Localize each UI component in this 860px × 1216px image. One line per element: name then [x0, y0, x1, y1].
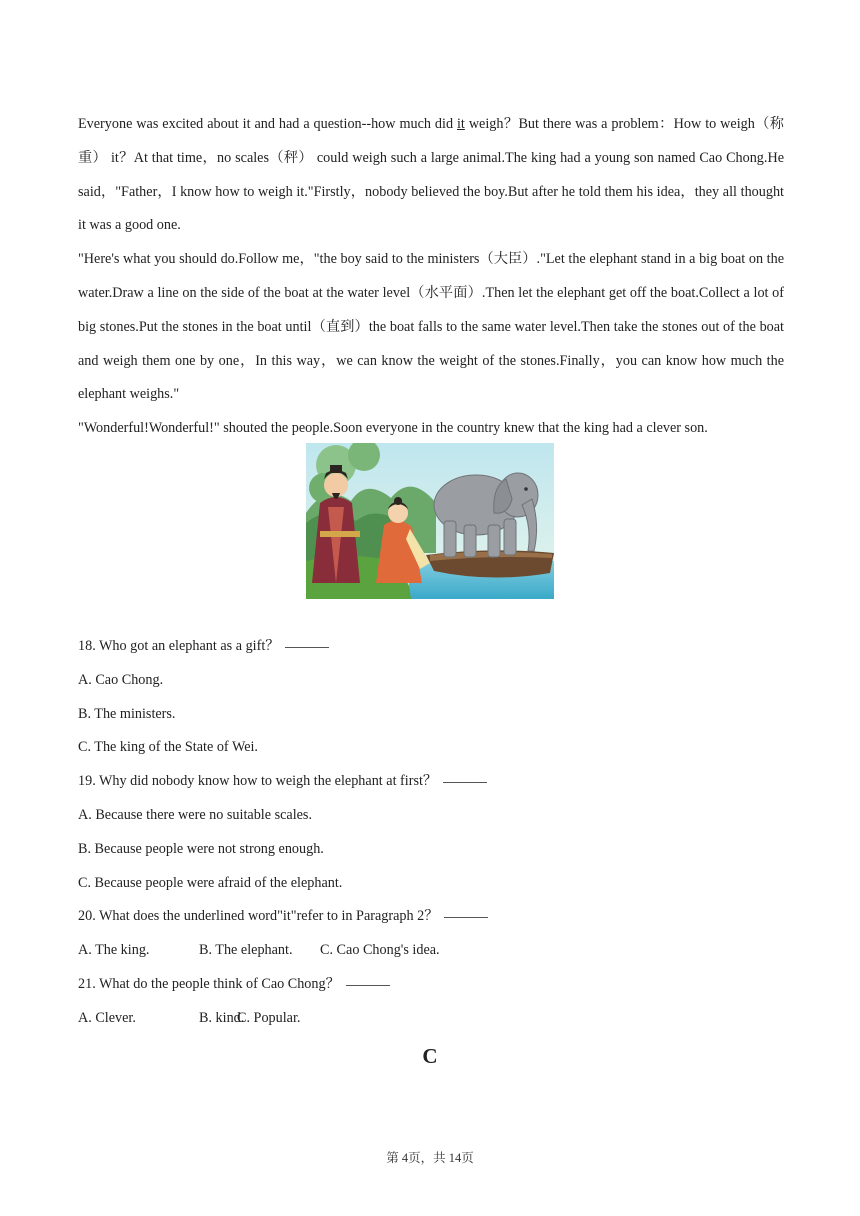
question-21 [78, 968, 784, 1002]
option-21-c: C. Popular. [237, 1009, 301, 1026]
option-18-c: C. The king of the State of Wei. [78, 739, 258, 756]
question-20 [78, 900, 784, 934]
paragraph-1-text-end: weigh？But there was a problem：How to weigh（称重） it？At that time，no scales（秤） could weigh such a large animal.The king had a young son named Cao Chong.He said，"Father，I know how to weigh it."Firstly，nobody believed the boy.But after he told them his idea，they all thought it was a good one. [78, 116, 784, 234]
option-19-b: B. Because people were not strong enough. [78, 840, 324, 857]
paragraph-1 [78, 108, 784, 243]
option-18-b: B. The ministers. [78, 705, 176, 722]
option-19-c: C. Because people were afraid of the elephant. [78, 874, 343, 891]
paragraph-1-text-start: Everyone was excited about it and had a question--how much did [78, 116, 457, 132]
answer-blank[interactable] [444, 916, 488, 918]
answer-blank[interactable] [346, 984, 390, 986]
story-illustration [306, 443, 554, 599]
question-18-stem: 18. Who got an elephant as a gift？ [78, 638, 280, 654]
question-19 [78, 765, 784, 799]
paragraph-2: "Here's what you should do.Follow me，"the boy said to the ministers（大臣）."Let the elephant stand in a big boat on the water.Draw a line on the side of the boat at the water level（水平面）.Then let the elephant get off the boat.Collect a lot of big stones.Put the stones in the boat until（直到）the boat falls to the same water level.Then take the stones out of the boat and weigh them one by one，In this way，we can know the weight of the stones.Finally，you can know how much the elephant weighs." [78, 251, 784, 403]
option-20-a: A. The king. [78, 942, 150, 959]
underlined-word: it [456, 116, 465, 132]
option-21-a: A. Clever. [78, 1009, 136, 1026]
options-21 [78, 1002, 784, 1036]
paragraph-3: "Wonderful!Wonderful!" shouted the people.Soon everyone in the country knew that the king had a clever son. [78, 420, 708, 437]
question-19-stem: 19. Why did nobody know how to weigh the elephant at first？ [78, 773, 438, 790]
option-20-b: B. The elephant. [199, 942, 293, 959]
option-18-a: A. Cao Chong. [78, 671, 164, 688]
page-footer: 第 4页，共 14页 [386, 1151, 474, 1165]
question-21-stem: 21. What do the people think of Cao Chong？ [78, 975, 340, 992]
reading-passage [78, 108, 784, 446]
answer-blank[interactable] [443, 781, 487, 783]
question-20-stem: 20. What does the underlined word"it"refer to in Paragraph 2？ [78, 908, 439, 925]
option-19-a: A. Because there were no suitable scales. [78, 806, 312, 823]
answer-blank[interactable] [285, 646, 329, 648]
options-20 [78, 934, 784, 968]
option-20-c: C. Cao Chong's idea. [320, 942, 440, 959]
section-heading: C [422, 1044, 438, 1068]
option-21-b: B. kind. [199, 1009, 245, 1026]
question-18 [78, 630, 784, 664]
question-list [78, 630, 784, 1036]
